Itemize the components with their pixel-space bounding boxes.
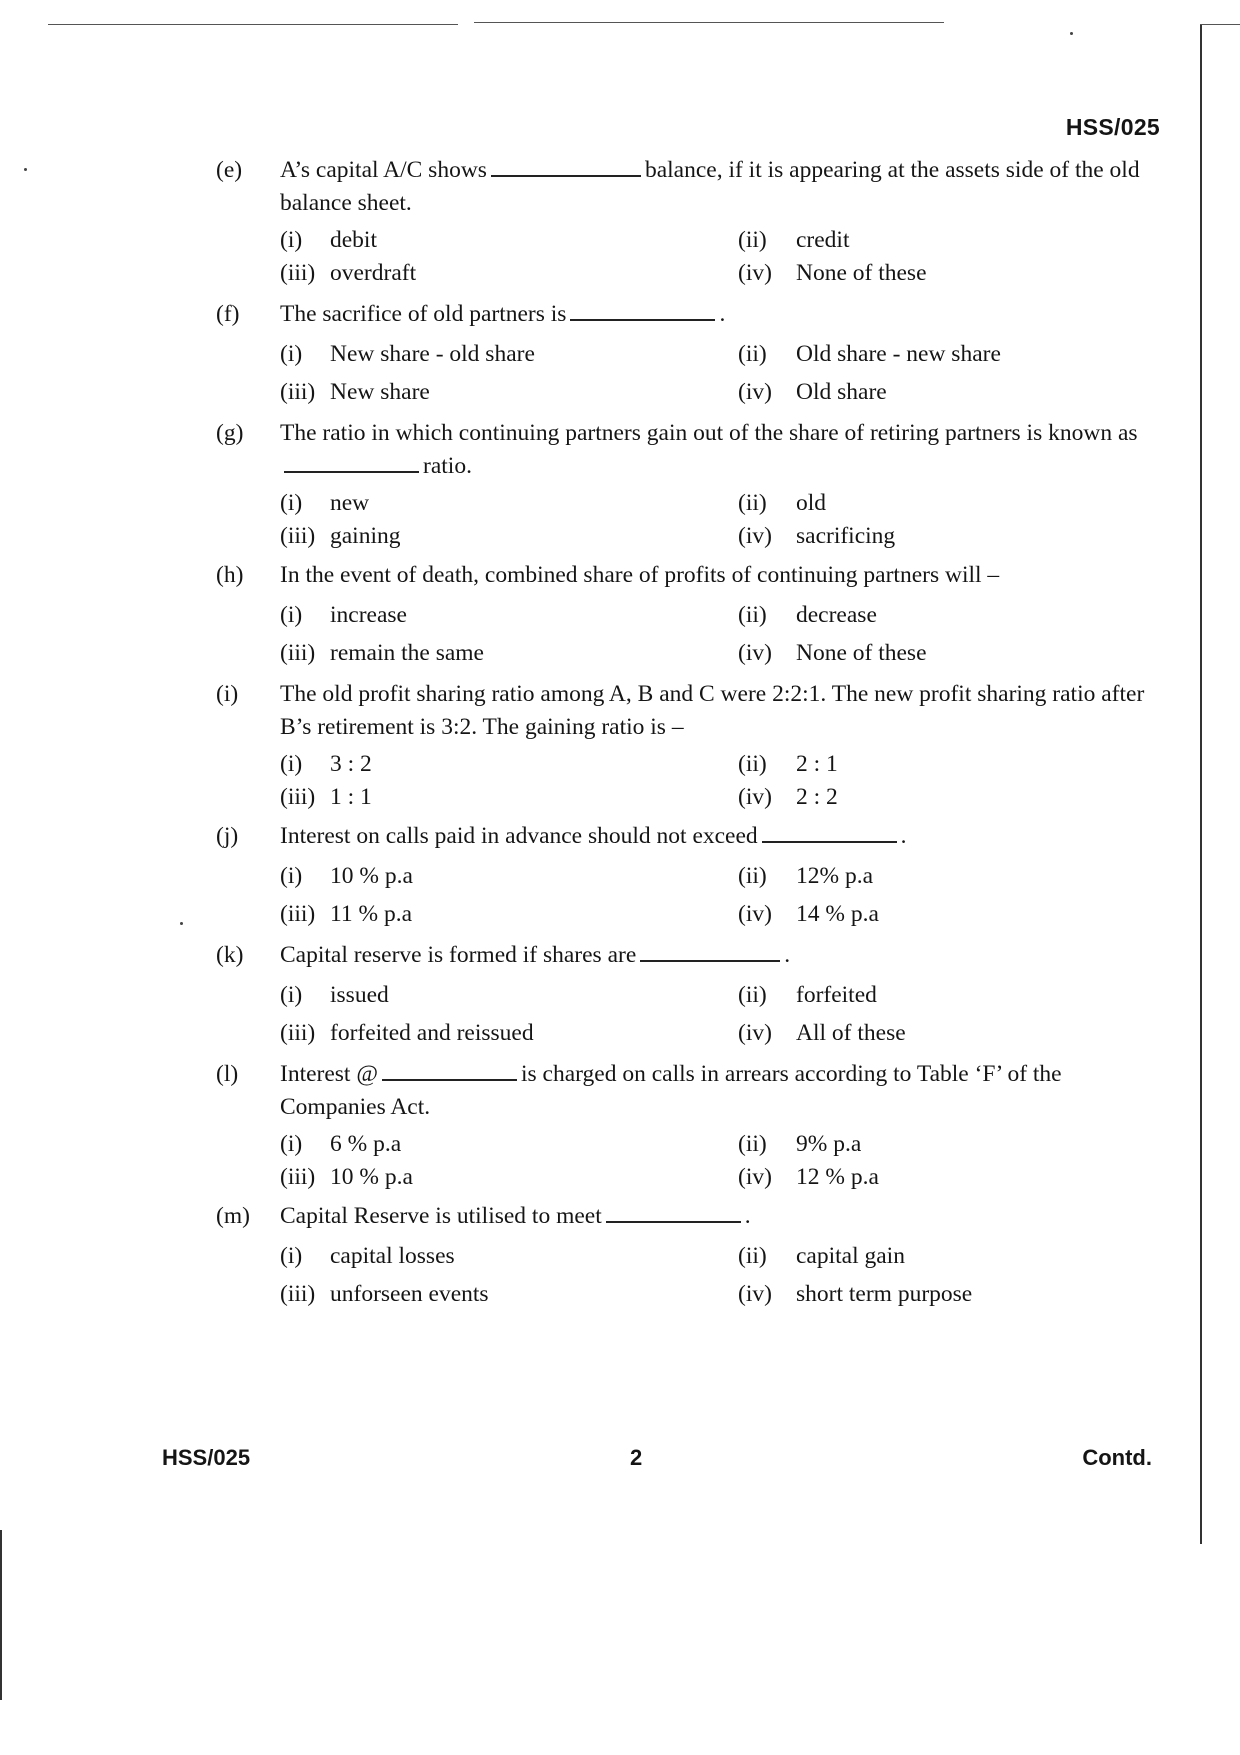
option-text: 11 % p.a	[330, 901, 413, 927]
scan-speck	[180, 922, 183, 925]
option-label: (i)	[280, 751, 303, 777]
question-text-before: The ratio in which continuing partners gain out of the share of retiring partners is known as	[280, 420, 1138, 446]
option-label: (i)	[280, 1131, 303, 1157]
question-text-after: .	[744, 1203, 751, 1229]
question-stem	[216, 154, 1166, 220]
top-rule-left	[48, 24, 458, 25]
option-text: 3 : 2	[330, 751, 372, 777]
answer-blank	[762, 823, 897, 843]
question-number: (h)	[216, 562, 244, 588]
option-text: 12 % p.a	[796, 1164, 879, 1190]
question-text-after: ratio.	[423, 453, 472, 479]
option-text: 12% p.a	[796, 863, 874, 889]
option-text: capital losses	[330, 1243, 455, 1269]
option-text: sacrificing	[796, 523, 896, 549]
question-stem	[216, 417, 1166, 483]
option-text: decrease	[796, 602, 877, 628]
question-stem	[216, 678, 1166, 744]
right-corner-rule	[1200, 24, 1240, 25]
option-label: (iv)	[738, 1164, 772, 1190]
option-ii	[738, 1237, 1198, 1275]
question-number: (i)	[216, 681, 239, 707]
question-f	[216, 298, 1166, 411]
scan-speck	[24, 168, 27, 171]
options	[216, 857, 1166, 933]
question-number: (j)	[216, 823, 239, 849]
left-margin-line	[0, 1530, 2, 1700]
option-text: 14 % p.a	[796, 901, 879, 927]
option-iv	[738, 257, 1198, 290]
option-text: 10 % p.a	[330, 1164, 413, 1190]
option-iii	[280, 781, 738, 814]
option-i	[280, 748, 738, 781]
option-iii	[280, 634, 738, 672]
question-stem	[216, 559, 1166, 592]
option-text: forfeited	[796, 982, 877, 1008]
top-rule-right	[474, 22, 944, 23]
question-text-before: A’s capital A/C shows	[280, 157, 487, 183]
option-ii	[738, 335, 1198, 373]
option-label: (iii)	[280, 901, 316, 927]
option-text: debit	[330, 227, 377, 253]
question-number: (l)	[216, 1061, 239, 1087]
answer-blank	[382, 1061, 517, 1081]
option-iii	[280, 895, 738, 933]
option-text: issued	[330, 982, 389, 1008]
question-text-before: The sacrifice of old partners is	[280, 301, 567, 327]
option-label: (i)	[280, 490, 303, 516]
question-text-after: is charged on calls in arrears according to Table ‘F’ of the Companies Act.	[280, 1061, 1062, 1120]
option-text: remain the same	[330, 640, 484, 666]
question-text-before: Interest on calls paid in advance should not exceed	[280, 823, 758, 849]
option-ii	[738, 857, 1198, 895]
option-text: gaining	[330, 523, 401, 549]
option-text: 2 : 1	[796, 751, 838, 777]
options	[216, 976, 1166, 1052]
option-label: (i)	[280, 1243, 303, 1269]
option-text: increase	[330, 602, 407, 628]
question-g	[216, 417, 1166, 553]
option-text: None of these	[796, 640, 927, 666]
option-text: short term purpose	[796, 1281, 973, 1307]
option-ii	[738, 224, 1198, 257]
option-iv	[738, 634, 1198, 672]
option-text: 2 : 2	[796, 784, 838, 810]
options	[216, 1237, 1166, 1313]
option-text: 1 : 1	[330, 784, 372, 810]
footer-paper-code: HSS/025	[162, 1445, 251, 1470]
option-label: (iii)	[280, 1281, 316, 1307]
option-iii	[280, 520, 738, 553]
option-text: 6 % p.a	[330, 1131, 402, 1157]
option-text: credit	[796, 227, 850, 253]
option-label: (iv)	[738, 1281, 772, 1307]
question-m	[216, 1200, 1166, 1313]
right-margin-line	[1200, 24, 1202, 1544]
option-text: old	[796, 490, 827, 516]
question-stem	[216, 939, 1166, 972]
option-text: unforseen events	[330, 1281, 489, 1307]
option-ii	[738, 487, 1198, 520]
option-label: (ii)	[738, 1131, 767, 1157]
option-text: None of these	[796, 260, 927, 286]
option-iv	[738, 1161, 1198, 1194]
question-number: (e)	[216, 157, 243, 183]
answer-blank	[491, 157, 641, 177]
option-label: (ii)	[738, 602, 767, 628]
option-label: (i)	[280, 863, 303, 889]
option-iii	[280, 1014, 738, 1052]
option-iii	[280, 373, 738, 411]
option-label: (i)	[280, 341, 303, 367]
option-label: (iii)	[280, 379, 316, 405]
question-e	[216, 154, 1166, 290]
question-text-before: Capital Reserve is utilised to meet	[280, 1203, 602, 1229]
option-iv	[738, 1014, 1198, 1052]
option-label: (iv)	[738, 260, 772, 286]
option-text: New share - old share	[330, 341, 535, 367]
options	[216, 335, 1166, 411]
question-k	[216, 939, 1166, 1052]
header-paper-code: HSS/025	[1065, 114, 1160, 140]
option-text: forfeited and reissued	[330, 1020, 534, 1046]
option-text: Old share - new share	[796, 341, 1001, 367]
continued-label: Contd.	[1082, 1445, 1152, 1470]
option-label: (iv)	[738, 1020, 772, 1046]
option-label: (iii)	[280, 260, 316, 286]
option-text: New share	[330, 379, 430, 405]
question-stem	[216, 298, 1166, 331]
option-label: (ii)	[738, 341, 767, 367]
option-label: (iv)	[738, 784, 772, 810]
option-label: (iii)	[280, 523, 316, 549]
option-label: (iii)	[280, 1164, 316, 1190]
option-iv	[738, 781, 1198, 814]
answer-blank	[284, 453, 419, 473]
option-label: (i)	[280, 227, 303, 253]
option-label: (iii)	[280, 640, 316, 666]
answer-blank	[570, 301, 715, 321]
option-iv	[738, 895, 1198, 933]
option-label: (ii)	[738, 227, 767, 253]
option-text: overdraft	[330, 260, 417, 286]
option-text: 10 % p.a	[330, 863, 413, 889]
option-iii	[280, 1275, 738, 1313]
option-label: (i)	[280, 602, 303, 628]
option-text: new	[330, 490, 370, 516]
question-number: (k)	[216, 942, 244, 968]
option-label: (ii)	[738, 490, 767, 516]
question-stem	[216, 1058, 1166, 1124]
scan-speck	[1070, 32, 1073, 35]
option-ii	[738, 748, 1198, 781]
option-label: (ii)	[738, 863, 767, 889]
answer-blank	[606, 1203, 741, 1223]
question-text-after: .	[784, 942, 791, 968]
option-i	[280, 976, 738, 1014]
option-ii	[738, 976, 1198, 1014]
question-text-after: balance, if it is appearing at the assets side of the old balance sheet.	[280, 157, 1140, 216]
option-i	[280, 224, 738, 257]
question-i	[216, 678, 1166, 814]
option-label: (iv)	[738, 901, 772, 927]
option-label: (ii)	[738, 751, 767, 777]
option-i	[280, 857, 738, 895]
option-i	[280, 335, 738, 373]
question-list	[216, 154, 1166, 1313]
option-iii	[280, 257, 738, 290]
option-iii	[280, 1161, 738, 1194]
question-number: (f)	[216, 301, 240, 327]
option-label: (iv)	[738, 379, 772, 405]
option-i	[280, 1237, 738, 1275]
option-iv	[738, 373, 1198, 411]
question-stem	[216, 1200, 1166, 1233]
question-number: (m)	[216, 1203, 250, 1229]
option-label: (i)	[280, 982, 303, 1008]
options	[216, 596, 1166, 672]
question-text-after: .	[719, 301, 726, 327]
option-ii	[738, 596, 1198, 634]
question-stem	[216, 820, 1166, 853]
options	[216, 748, 1166, 814]
question-number: (g)	[216, 420, 244, 446]
option-label: (ii)	[738, 982, 767, 1008]
question-text-before: Interest @	[280, 1061, 378, 1087]
options	[216, 1128, 1166, 1194]
question-l	[216, 1058, 1166, 1194]
option-iv	[738, 520, 1198, 553]
question-text-before: Capital reserve is formed if shares are	[280, 942, 637, 968]
option-text: 9% p.a	[796, 1131, 862, 1157]
question-text-before: In the event of death, combined share of profits of continuing partners will –	[280, 562, 1000, 588]
options	[216, 224, 1166, 290]
question-j	[216, 820, 1166, 933]
answer-blank	[640, 942, 780, 962]
option-ii	[738, 1128, 1198, 1161]
option-i	[280, 1128, 738, 1161]
options	[216, 487, 1166, 553]
question-text-before: The old profit sharing ratio among A, B and C were 2:2:1. The new profit sharing ratio after B’s retirement is 3:2. The gaining ratio is –	[280, 681, 1145, 740]
page-number: 2	[630, 1445, 643, 1470]
option-iv	[738, 1275, 1198, 1313]
option-text: Old share	[796, 379, 887, 405]
option-text: capital gain	[796, 1243, 905, 1269]
option-label: (iii)	[280, 1020, 316, 1046]
option-i	[280, 487, 738, 520]
option-label: (iv)	[738, 523, 772, 549]
option-label: (iii)	[280, 784, 316, 810]
option-i	[280, 596, 738, 634]
question-text-after: .	[900, 823, 907, 849]
option-text: All of these	[796, 1020, 906, 1046]
option-label: (iv)	[738, 640, 772, 666]
option-label: (ii)	[738, 1243, 767, 1269]
question-h	[216, 559, 1166, 672]
